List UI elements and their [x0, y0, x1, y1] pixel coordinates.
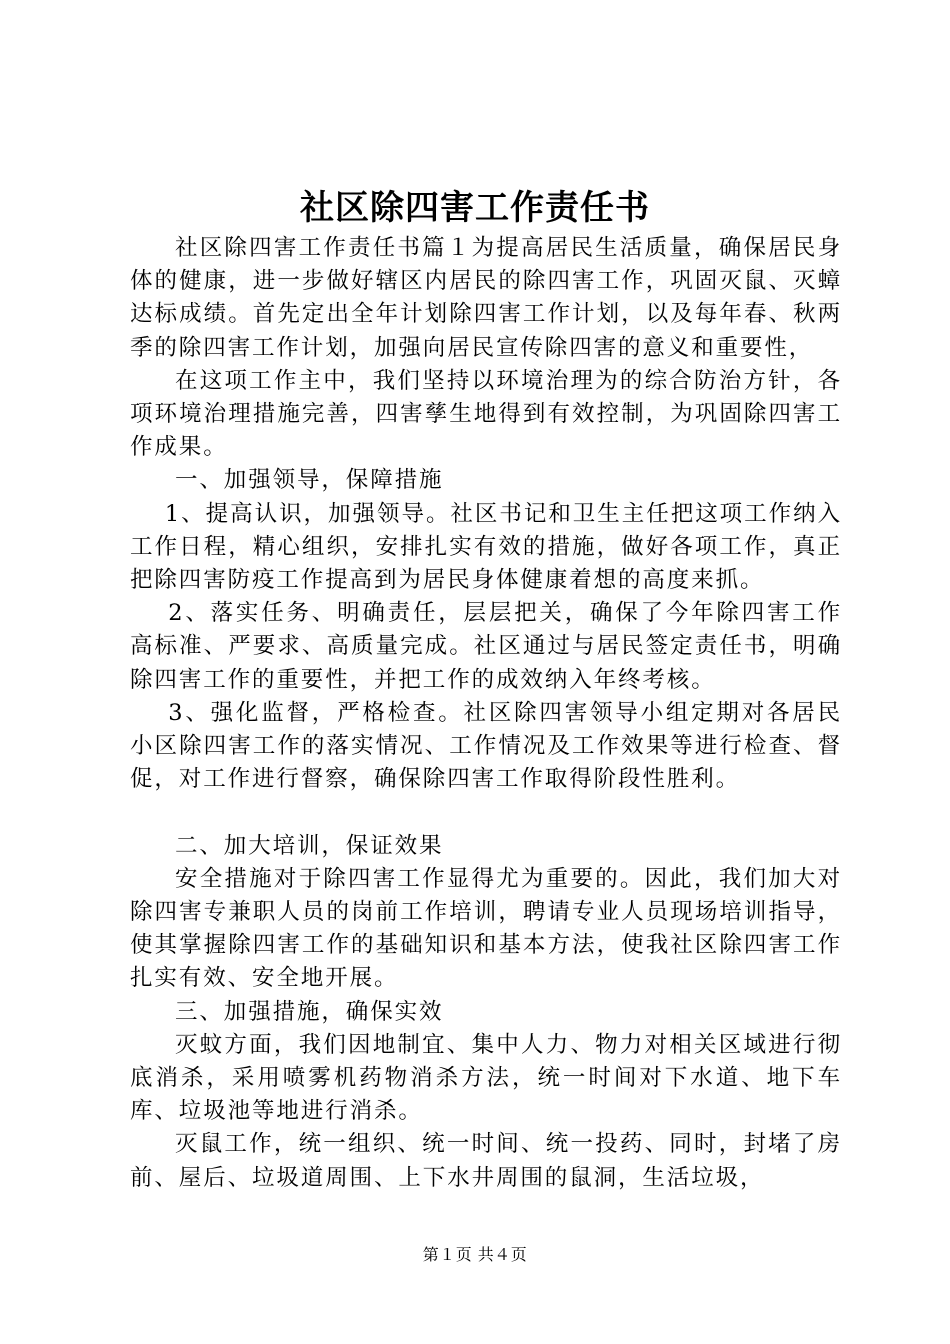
section-heading-1: 一、加强领导，保障措施 — [175, 467, 444, 494]
paragraph-intro: 社区除四害工作责任书篇１为提高居民生活质量，确保居民身体的健康，进一步做好辖区内居民的除四害工作，巩固灭鼠、灭蟑达标成绩。首先定出全年计划除四害工作计划，以及每年春、秋两季的除四害工作计划，加强向居民宣传除四害的意义和重要性， — [130, 235, 842, 361]
section-heading-3: 三、加强措施，确保实效 — [175, 998, 444, 1025]
section-heading-2: 二、加大培训，保证效果 — [175, 832, 444, 859]
paragraph-training: 安全措施对于除四害工作显得尤为重要的。因此，我们加大对除四害专兼职人员的岗前工作培训，聘请专业人员现场培训指导，使其掌握除四害工作的基础知识和基本方法，使我社区除四害工作扎实有效、安全地开展。 — [130, 865, 842, 992]
paragraph-rodent: 灭鼠工作，统一组织、统一时间、统一投药、同时，封堵了房前、屋后、垃圾道周围、上下水井周围的鼠洞，生活垃圾， — [130, 1131, 842, 1191]
document-title: 社区除四害工作责任书 — [300, 188, 650, 228]
paragraph-item-2: 2、落实任务、明确责任，层层把关，确保了今年除四害工作高标准、严要求、高质量完成。社区通过与居民签定责任书，明确除四害工作的重要性，并把工作的成效纳入年终考核。 — [130, 600, 842, 693]
paragraph-item-3: 3、强化监督，严格检查。社区除四害领导小组定期对各居民小区除四害工作的落实情况、工作情况及工作效果等进行检查、督促，对工作进行督察，确保除四害工作取得阶段性胜利。 — [130, 699, 842, 793]
page-number: 第１页 共４页 — [422, 1245, 528, 1264]
paragraph-mosquito: 灭蚊方面，我们因地制宜、集中人力、物力对相关区域进行彻底消杀，采用喷雾机药物消杀方法，统一时间对下水道、地下车库、垃圾池等地进行消杀。 — [130, 1031, 842, 1125]
paragraph-item-1: 1、提高认识，加强领导。社区书记和卫生主任把这项工作纳入工作日程，精心组织，安排扎实有效的措施，做好各项工作，真正把除四害防疫工作提高到为居民身体健康着想的高度来抓。 — [130, 500, 842, 594]
blank-line — [130, 796, 842, 829]
document-body — [130, 232, 842, 1195]
paragraph-policy: 在这项工作主中，我们坚持以环境治理为的综合防治方针，各项环境治理措施完善，四害孳生地得到有效控制，为巩固除四害工作成果。 — [130, 367, 842, 461]
